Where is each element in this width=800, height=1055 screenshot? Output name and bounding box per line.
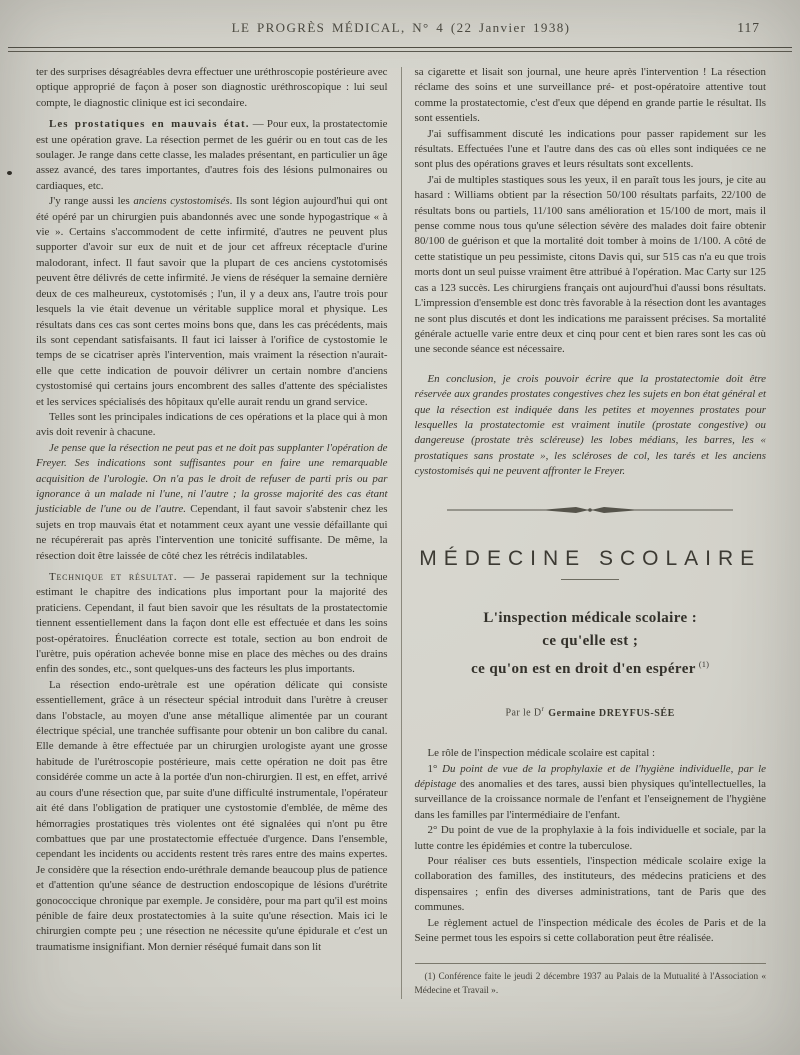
paragraph-urethroscopie: ter des surprises désagréables devra effectuer une uréthroscopie postérieure avec optique approprié de façon à poser son diagnostic uréthroscopique : lui seul compte, le diagnostic clinique est ici secondaire. [36, 66, 388, 109]
journal-title: LE PROGRÈS MÉDICAL, N° 4 (22 Janvier 1938) [231, 20, 571, 35]
article-title-line3 [415, 653, 767, 681]
column-divider-rule [401, 67, 402, 999]
paragraph-lead-smallcaps: Technique et résultat. [49, 571, 178, 583]
paragraph-technique-et-resultat [36, 570, 388, 678]
article-divider [415, 504, 767, 521]
section-heading-medecine-scolaire: MÉDECINE SCOLAIRE [419, 546, 762, 570]
footnote: (1) Conférence faite le jeudi 2 décembre 1937 au Palais de la Mutualité à l'Association « Médecine et Travail ». [415, 963, 767, 998]
paragraph-reglement: Le règlement actuel de l'inspection médicale des écoles de Paris et de la Seine permet tous les espoirs si cette collaboration peut être réalisée. [414, 916, 766, 944]
left-column [36, 65, 388, 999]
divider-ornament-icon [445, 504, 735, 516]
paragraph-text: J'y range aussi les [49, 195, 134, 208]
article-title-line1: L'inspection médicale scolaire : [483, 610, 698, 627]
paragraph-cigarette: sa cigarette et lisait son journal, une heure après l'intervention ! La résection réclame des soins et une surveillance pré- et post-opératoire attentive tout comme la prostatectomie, c'est d'eux que dépend en grande partie le résultat. Ils sont essentiels. [414, 66, 766, 125]
paragraph-conclusion: En conclusion, je crois pouvoir écrire que la prostatectomie doit être réservée aux grandes prostates congestives chez les sujets en bon état général et que la résection est indiquée dans les petites et moyennes prostates pour lesquelles la prostatectomie est vraiment inutile (prostate congestive) ou dangereuse (prostate très scléreuse) les lobes médians, les barres, les « prostatiques sans prostate », les scléroses de col, les tarés et les anciens cystostomisés qui ne peuvent affronter le Freyer. [414, 372, 766, 478]
author-name: Germaine DREYFUS-SÉE [548, 707, 675, 719]
paragraph-italic: Du point de vue de la prophylaxie et de l'hygiène individuelle, par le dépistage [414, 762, 766, 790]
paragraph-italic: anciens cystostomisés [133, 195, 230, 208]
paragraph-indications-resultats: J'ai suffisamment discuté les indications pour passer rapidement sur les résultats. Effectuées l'une et l'autre dans des cas où elles sont indiquées ce ne sont plus des opérations graves et leurs résultats sont excellents. [414, 127, 766, 171]
header-double-rule [8, 47, 792, 52]
masthead [36, 18, 766, 40]
article-title-line2: ce qu'elle est ; [542, 633, 639, 650]
page-number: 117 [737, 20, 760, 35]
paragraph-anciens-cystostomises [36, 194, 388, 410]
paragraph-text: des anomalies et des tares, aussi bien physiques qu'intellectuelles, la surveillance de la croissance normale de l'enfant et l'enseignement de l'hygiène dans les familles par l'intermédiaire de l'enfant. [414, 777, 766, 821]
byline-superscript: r [541, 705, 545, 714]
paragraph-text: — Je passerai rapidement sur la technique estimant le chapitre des indications plus important pour la majorité des praticiens. Cependant, il faut bien savoir que les résultats de la prostatectomie tiennent essentiellement dans la façon dont elle est effectuée et dans les soins post-opératoires. Énucléation correcte est totale, section au bon endroit de l'urètre, puis opération achevée bonne mise en place des mèches ou des drains enfin des sondes, etc., sont quelques-uns des facteurs les plus importants. [36, 571, 388, 676]
paragraph-indications: Telles sont les principales indications de ces opérations et la place qui à mon avis doit revenir à chacune. [36, 410, 388, 439]
article-title [415, 607, 767, 681]
paragraph-lead-bold: Les prostatiques en mauvais état. [49, 118, 250, 131]
paragraph-je-pense [36, 441, 388, 564]
paragraph-point-1 [415, 762, 767, 824]
ink-speck-artifact [7, 171, 12, 175]
right-column [415, 65, 767, 999]
paragraph-text: Cependant, il faut savoir s'abstenir chez les sujets en trop mauvais état et notamment ceux ayant une vessie défaillante qui ne récupérerait pas après l'intervention une tonicité suffisante. De même, la résection doit être laissée de côté chez les rétrécis indilatables. [36, 503, 388, 562]
paragraph-text: — Pour eux, la prostatectomie est une opération grave. La résection permet de les guérir ou en tout cas de les soulager. Je range dans cette classe, les malades présentant, en particulier un âge assez avancé, des tares importantes, d'autres fois des lésions pulmonaires ou cardiaques, etc. [36, 118, 388, 192]
article-title-line3-text: ce qu'on est en droit d'en espérer [471, 661, 696, 678]
text-columns [36, 65, 766, 999]
section-heading-rule [561, 579, 619, 580]
byline-prefix: Par le D [505, 707, 542, 719]
paragraph-role-capital: Le rôle de l'inspection médicale scolaire est capital : [427, 747, 656, 760]
byline [415, 702, 767, 721]
paragraph-collaboration: Pour réaliser ces buts essentiels, l'inspection médicale scolaire exige la collaboration des familles, des instituteurs, des médecins praticiens et des dispensaires ; enfin des diverses administrations, tant de Paris que des communes. [414, 854, 766, 914]
paragraph-prostatiques-mauvais-etat [36, 117, 388, 194]
paragraph-italic: Je pense que la résection ne peut pas et ne doit pas supplanter l'opération de Freyer. Ses indications sont suffisantes pour en faire une remarquable acquisition de l'urologie. On n'a pas le droit de refuser de parti pris ou par ignorance à un malade ni l'une, ni l'autre ; la grosse majorité des cas étant justiciable de l'une ou de l'autre. [36, 441, 388, 516]
paragraph-point-2: 2° Du point de vue de la prophylaxie à la fois individuelle et sociale, par la lutte contre les épidémies et contre la tuberculose. [414, 824, 766, 852]
paragraph-resection-endo-uretrale: La résection endo-urètrale est une opération délicate qui consiste essentiellement, grâce à un résecteur spécial introduit dans l'urètre à creuser dans l'obstacle, au moyen d'une anse métallique alimentée par un courant électrique spécial, une tranchée suffisante pour obtenir un bon calibre du canal. Elle demande à être effectuée par un chirurgien urologiste ayant une grosse habitude de l'urétroscopie postérieure, mais cette opération ne doit pas être considérée comme un acte à la portée d'un non-chirurgien. Il est, en effet, arrivé au cours d'une résection que, par suite d'une difficulté instrumentale, l'opérateur ait été dans l'obligation de pratiquer une cystostomie d'emblée, de même des hémorragies prostatiques très violentes ont été signalées qui n'ont pu être combattues que par une prostatectomie effectuée d'urgence. Dans l'ensemble, cependant les incidents ou accidents restent très rares entre des mains expertes. Je considère que la résection endo-uréthrale demande beaucoup plus de patience et d'attention qu'une séance de destruction endoscopique de lésions d'urétrite gonococcique chronique par exemple. Je considère, pour ma part qu'il est moins pénible de faire deux prostatectomies à la suite qu'une résection. Mais ici le chirurgien compte peu ; une résection ne nécessite qu'une épidurale et c'est un traumatisme insignifiant. Mon dernier réséqué fumait dans son lit [36, 678, 388, 953]
footnote-marker: (1) [698, 660, 710, 670]
paragraph-number: 1° [427, 762, 443, 775]
article-body [415, 746, 767, 946]
paragraph-text: . Ils sont légion aujourd'hui qui ont été opéré par un chirurgien puis abandonnés avec une sonde hypogastrique « à vie ». Certains s'accommodent de cette infirmité, d'autres ne peuvent plus supporter d'avoir sur eux de nuit et de jour cet affreux réceptacle d'urine malodorant, infect. Il faut savoir que la plupart de ces anciens cystotomisés peuvent être délivrés de cette infirmité. Je viens de réséquer la semaine dernière deux de ces malheureux, cystotomisés ; l'un, il y a deux ans, l'autre trois pour lesquels la vie était devenue un véritable supplice moral et physique. Les résultats dans ces cas sont certes moins bons que, dans les cas précédents, mais ils sont cependant satisfaisants. Il faut ici laisser à l'orifice de cystostomie le temps de se cicatriser après l'intervention, mais vraiment la résection n'aurait-elle que cette indication de pouvoir délivrer un certain nombre d'anciens cystostomisé qui certains jours encombrent des salles d'attente des spécialistes et les services spécialisés des hôpitaux qu'elle aurait rendu un grand service. [36, 195, 388, 408]
paragraph-statistiques: J'ai de multiples stastiques sous les yeux, il en paraît tous les jours, je cite au hasard : Williams obtient par la résection 50/100 résultats parfaits, 22/100 de résultats bons ou partiels, 11/100 sans amélioration et 15/100 de mort, mais il pense comme nous tous qu'une sélection sévère des malades doit faire obtenir 80/100 de guérison et que la mortalité doit tomber à moins de 1/100. A côté de cette statistique un peu pessimiste, citons Davis qui, sur 515 cas n'a eu que trois morts dont un seul puisse vraiment être attribué à l'opération. Mac Carty sur 125 cas a 123 succès. Les chirurgiens français ont aujourd'hui d'aussi bons résultats. L'impression d'ensemble est donc très favorable à la résection dont les avantages ne sont plus discutés et dont les indications me paraissent précises. Sa mortalité générale actuelle varie entre deux et cinq pour cent et bien rares sont les cas où une seconde séance est nécessaire. [414, 173, 766, 356]
